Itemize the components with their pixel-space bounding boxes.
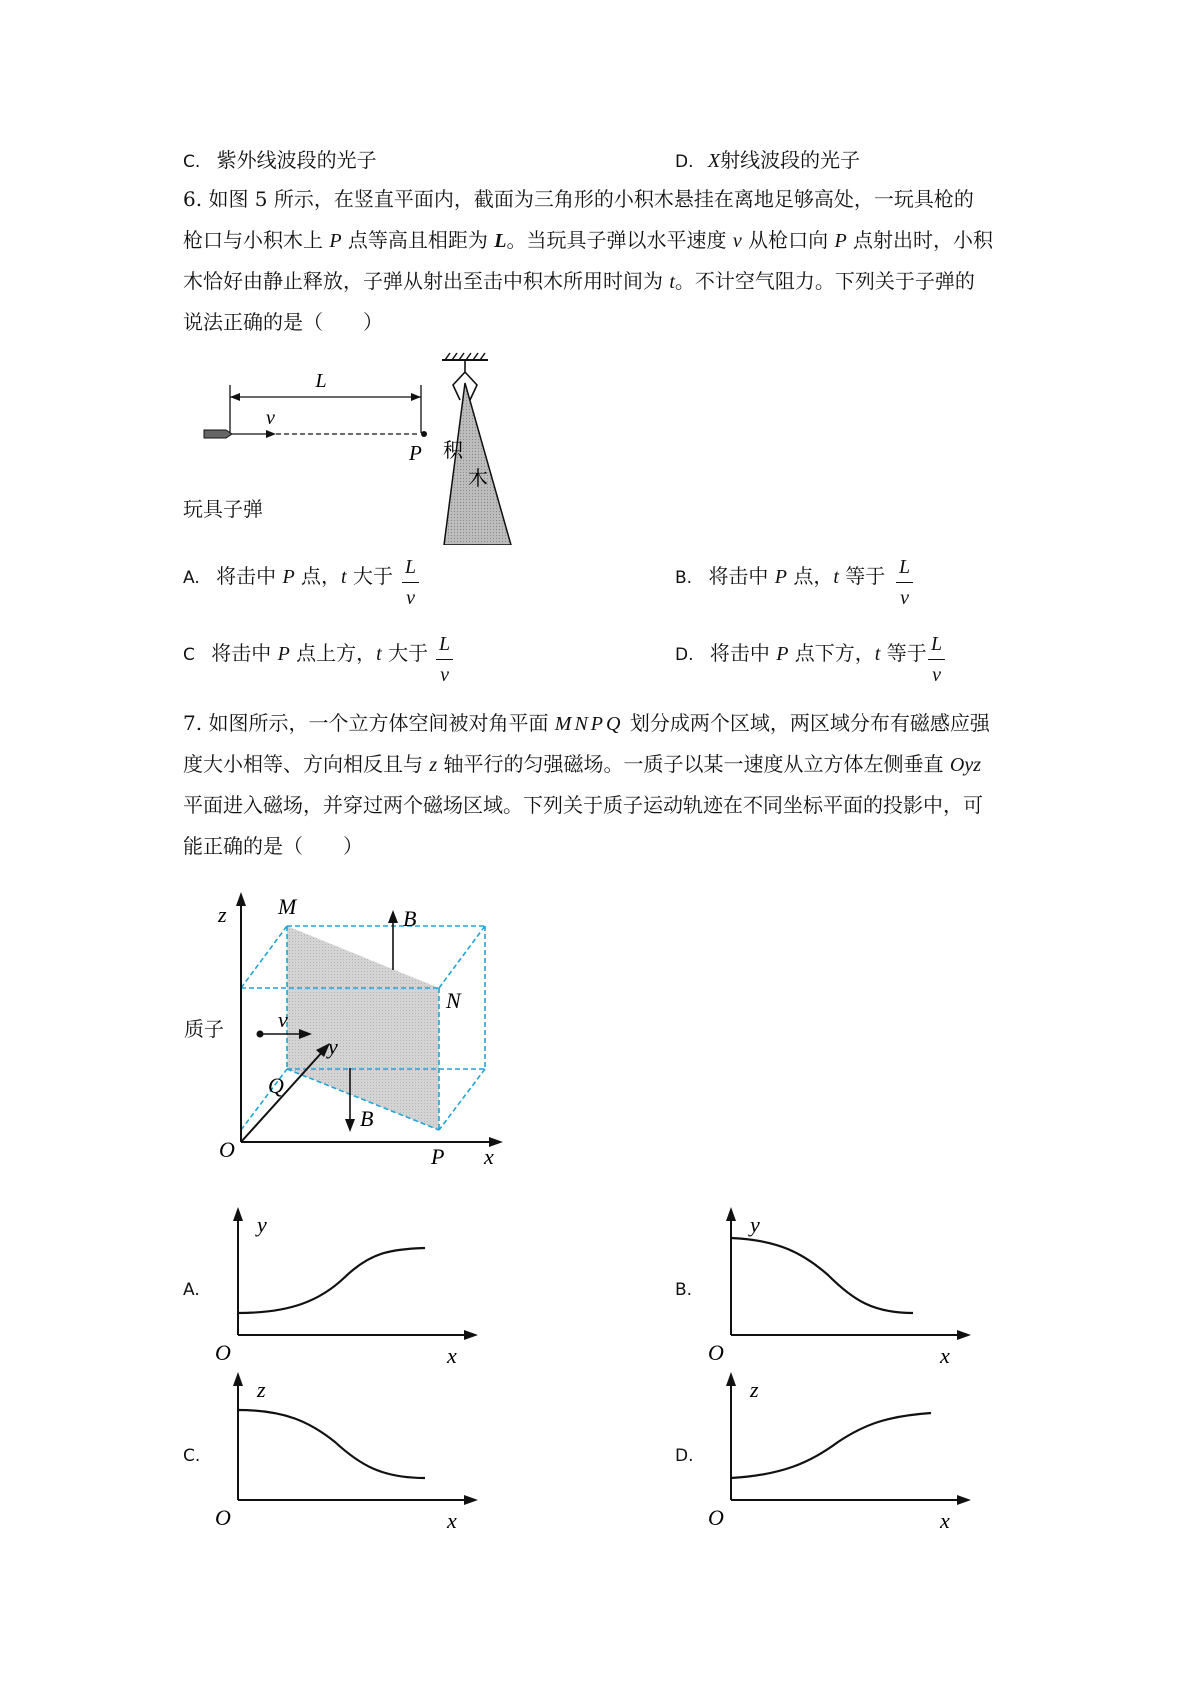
q7-option-b-letter[interactable]: B. (675, 1280, 693, 1300)
point-p (421, 431, 427, 437)
fraction-l-over-v (436, 633, 453, 687)
q7-text: 能正确的是（ ） (183, 834, 363, 858)
q7-option-d-letter[interactable]: D. (675, 1446, 694, 1466)
var-p: P (774, 566, 788, 588)
option-text: 将击中 (709, 641, 777, 665)
triangular-block (444, 383, 511, 545)
axis-label-y: y (750, 1212, 760, 1237)
fraction-numerator: L (928, 633, 945, 660)
q5-option-c[interactable] (183, 150, 377, 171)
axis-label-x: x (940, 1343, 950, 1365)
q5-option-d[interactable] (675, 150, 860, 171)
origin-label: O (215, 1505, 231, 1530)
option-letter: D. (675, 152, 694, 172)
var-v: v (732, 230, 742, 252)
q7-stem-line-2 (183, 754, 981, 775)
option-text: 点下方， (788, 641, 875, 665)
plane-oyz: Oyz (949, 754, 981, 776)
q7-cube-figure (210, 880, 510, 1170)
q7-stem-line-1 (183, 713, 990, 734)
option-text: 点， (294, 564, 342, 588)
q7-text: 划分成两个区域，两区域分布有磁感应强 (623, 711, 990, 735)
label-n: N (446, 988, 461, 1013)
label-z: z (218, 902, 227, 927)
q6-stem-line-1 (183, 189, 974, 209)
q7-stem-line-4 (183, 836, 363, 856)
label-y: y (328, 1034, 338, 1059)
q6-text: 6. 如图 5 所示，在竖直平面内，截面为三角形的小积木悬挂在离地足够高处，一玩具枪的 (183, 187, 974, 211)
q7-option-a-letter[interactable]: A. (183, 1280, 200, 1300)
option-text: 将击中 (216, 564, 283, 588)
var-l: L (494, 230, 507, 252)
origin-label: O (708, 1340, 724, 1365)
label-p: P (409, 441, 422, 465)
trajectory-curve (731, 1413, 931, 1478)
x-ray-variable: X (707, 150, 721, 172)
axis-label-y: y (257, 1212, 267, 1237)
option-letter: C (183, 645, 195, 665)
option-text: 大于 (346, 564, 393, 588)
q6-option-d[interactable] (675, 643, 927, 664)
q7-option-c-graph[interactable] (210, 1370, 480, 1530)
var-p: P (329, 230, 342, 252)
label-p: P (431, 1144, 445, 1169)
toy-bullet (204, 430, 232, 438)
origin-label: O (708, 1505, 724, 1530)
q6-text: 从枪口向 (741, 228, 835, 252)
label-x: x (484, 1144, 494, 1169)
origin-label: O (215, 1340, 231, 1365)
var-t: t (669, 271, 675, 293)
option-text: 将击中 (708, 564, 775, 588)
option-text: 点上方， (289, 641, 377, 665)
label-b-top: B (403, 906, 417, 931)
q7-option-b-graph[interactable] (703, 1205, 973, 1365)
q6-option-b[interactable] (675, 566, 885, 587)
q7-stem-line-3 (183, 795, 983, 815)
q7-text: 轴平行的匀强磁场。一质子以某一速度从立方体左侧垂直 (437, 752, 950, 776)
label-v: v (278, 1007, 288, 1032)
q7-text: 度大小相等、方向相反且与 (183, 752, 430, 776)
label-m: M (278, 894, 297, 919)
fraction-numerator: L (896, 556, 913, 583)
block-label-2: 木 (468, 466, 488, 490)
option-letter: B. (675, 568, 693, 588)
trajectory-curve (731, 1238, 913, 1313)
option-text: 将击中 (211, 641, 278, 665)
q6-text: 点射出时，小积 (846, 228, 994, 252)
option-text: 等于 (838, 564, 886, 588)
trajectory-curve (238, 1248, 425, 1313)
q7-option-d-graph[interactable] (703, 1370, 973, 1530)
q7-option-c-letter[interactable]: C. (183, 1446, 201, 1466)
option-text: 大于 (381, 641, 429, 665)
proton-label: 质子 (184, 1017, 224, 1041)
fraction-denominator: v (406, 587, 415, 609)
axis-label-z: z (750, 1377, 759, 1402)
fraction-denominator: v (932, 664, 941, 686)
axis-label-x: x (447, 1343, 457, 1365)
q6-option-c[interactable] (183, 643, 428, 664)
q6-option-a[interactable] (183, 566, 393, 587)
q6-text: 枪口与小积木上 (183, 228, 330, 252)
option-letter: C. (183, 152, 201, 172)
block-label-1: 积 (443, 438, 463, 462)
fraction-l-over-v (896, 556, 913, 610)
var-t: t (341, 566, 347, 588)
var-p: P (776, 643, 789, 665)
var-p: P (282, 566, 295, 588)
label-q: Q (268, 1073, 284, 1098)
q7-text: 7. 如图所示，一个立方体空间被对角平面 (183, 711, 555, 735)
var-t: t (376, 643, 382, 665)
option-text: 射线波段的光子 (720, 148, 861, 172)
label-l: L (315, 370, 327, 392)
fraction-denominator: v (440, 664, 449, 686)
axis-label-x: x (447, 1508, 457, 1530)
option-text: 点， (787, 564, 834, 588)
fraction-l-over-v (928, 633, 945, 687)
q6-text: 。不计空气阻力。下列关于子弹的 (674, 269, 975, 293)
label-o: O (219, 1137, 235, 1162)
q6-stem-line-3 (183, 271, 975, 292)
q6-stem-line-4 (183, 312, 383, 332)
fraction-numerator: L (402, 556, 419, 583)
option-text: 紫外线波段的光子 (216, 148, 377, 172)
trajectory-curve (238, 1410, 425, 1478)
q6-text: 木恰好由静止释放，子弹从射出至击中积木所用时间为 (183, 269, 670, 293)
axis-label-x: x (940, 1508, 950, 1530)
var-z: z (429, 754, 438, 776)
option-letter: D. (675, 645, 694, 665)
var-t: t (874, 643, 881, 665)
q6-text: 点等高且相距为 (341, 228, 495, 252)
option-text: 等于 (880, 641, 927, 665)
q6-text: 。当玩具子弹以水平速度 (506, 228, 733, 252)
q6-text: 说法正确的是（ ） (183, 310, 383, 334)
fraction-l-over-v (402, 556, 419, 610)
q6-stem-line-2 (183, 230, 993, 251)
plane-mnpq: MNPQ (554, 713, 624, 735)
fraction-denominator: v (900, 587, 909, 609)
var-p: P (277, 643, 290, 665)
var-p: P (834, 230, 847, 252)
label-v: v (266, 407, 275, 429)
q7-text: 平面进入磁场，并穿过两个磁场区域。下列关于质子运动轨迹在不同坐标平面的投影中，可 (183, 793, 983, 817)
ceiling-hatch (442, 353, 488, 360)
fraction-numerator: L (436, 633, 453, 660)
toy-bullet-label: 玩具子弹 (183, 497, 263, 521)
var-t: t (833, 566, 839, 588)
axis-label-z: z (257, 1377, 266, 1402)
label-b-bottom: B (360, 1106, 374, 1131)
q7-option-a-graph[interactable] (210, 1205, 480, 1365)
option-letter: A. (183, 568, 200, 588)
